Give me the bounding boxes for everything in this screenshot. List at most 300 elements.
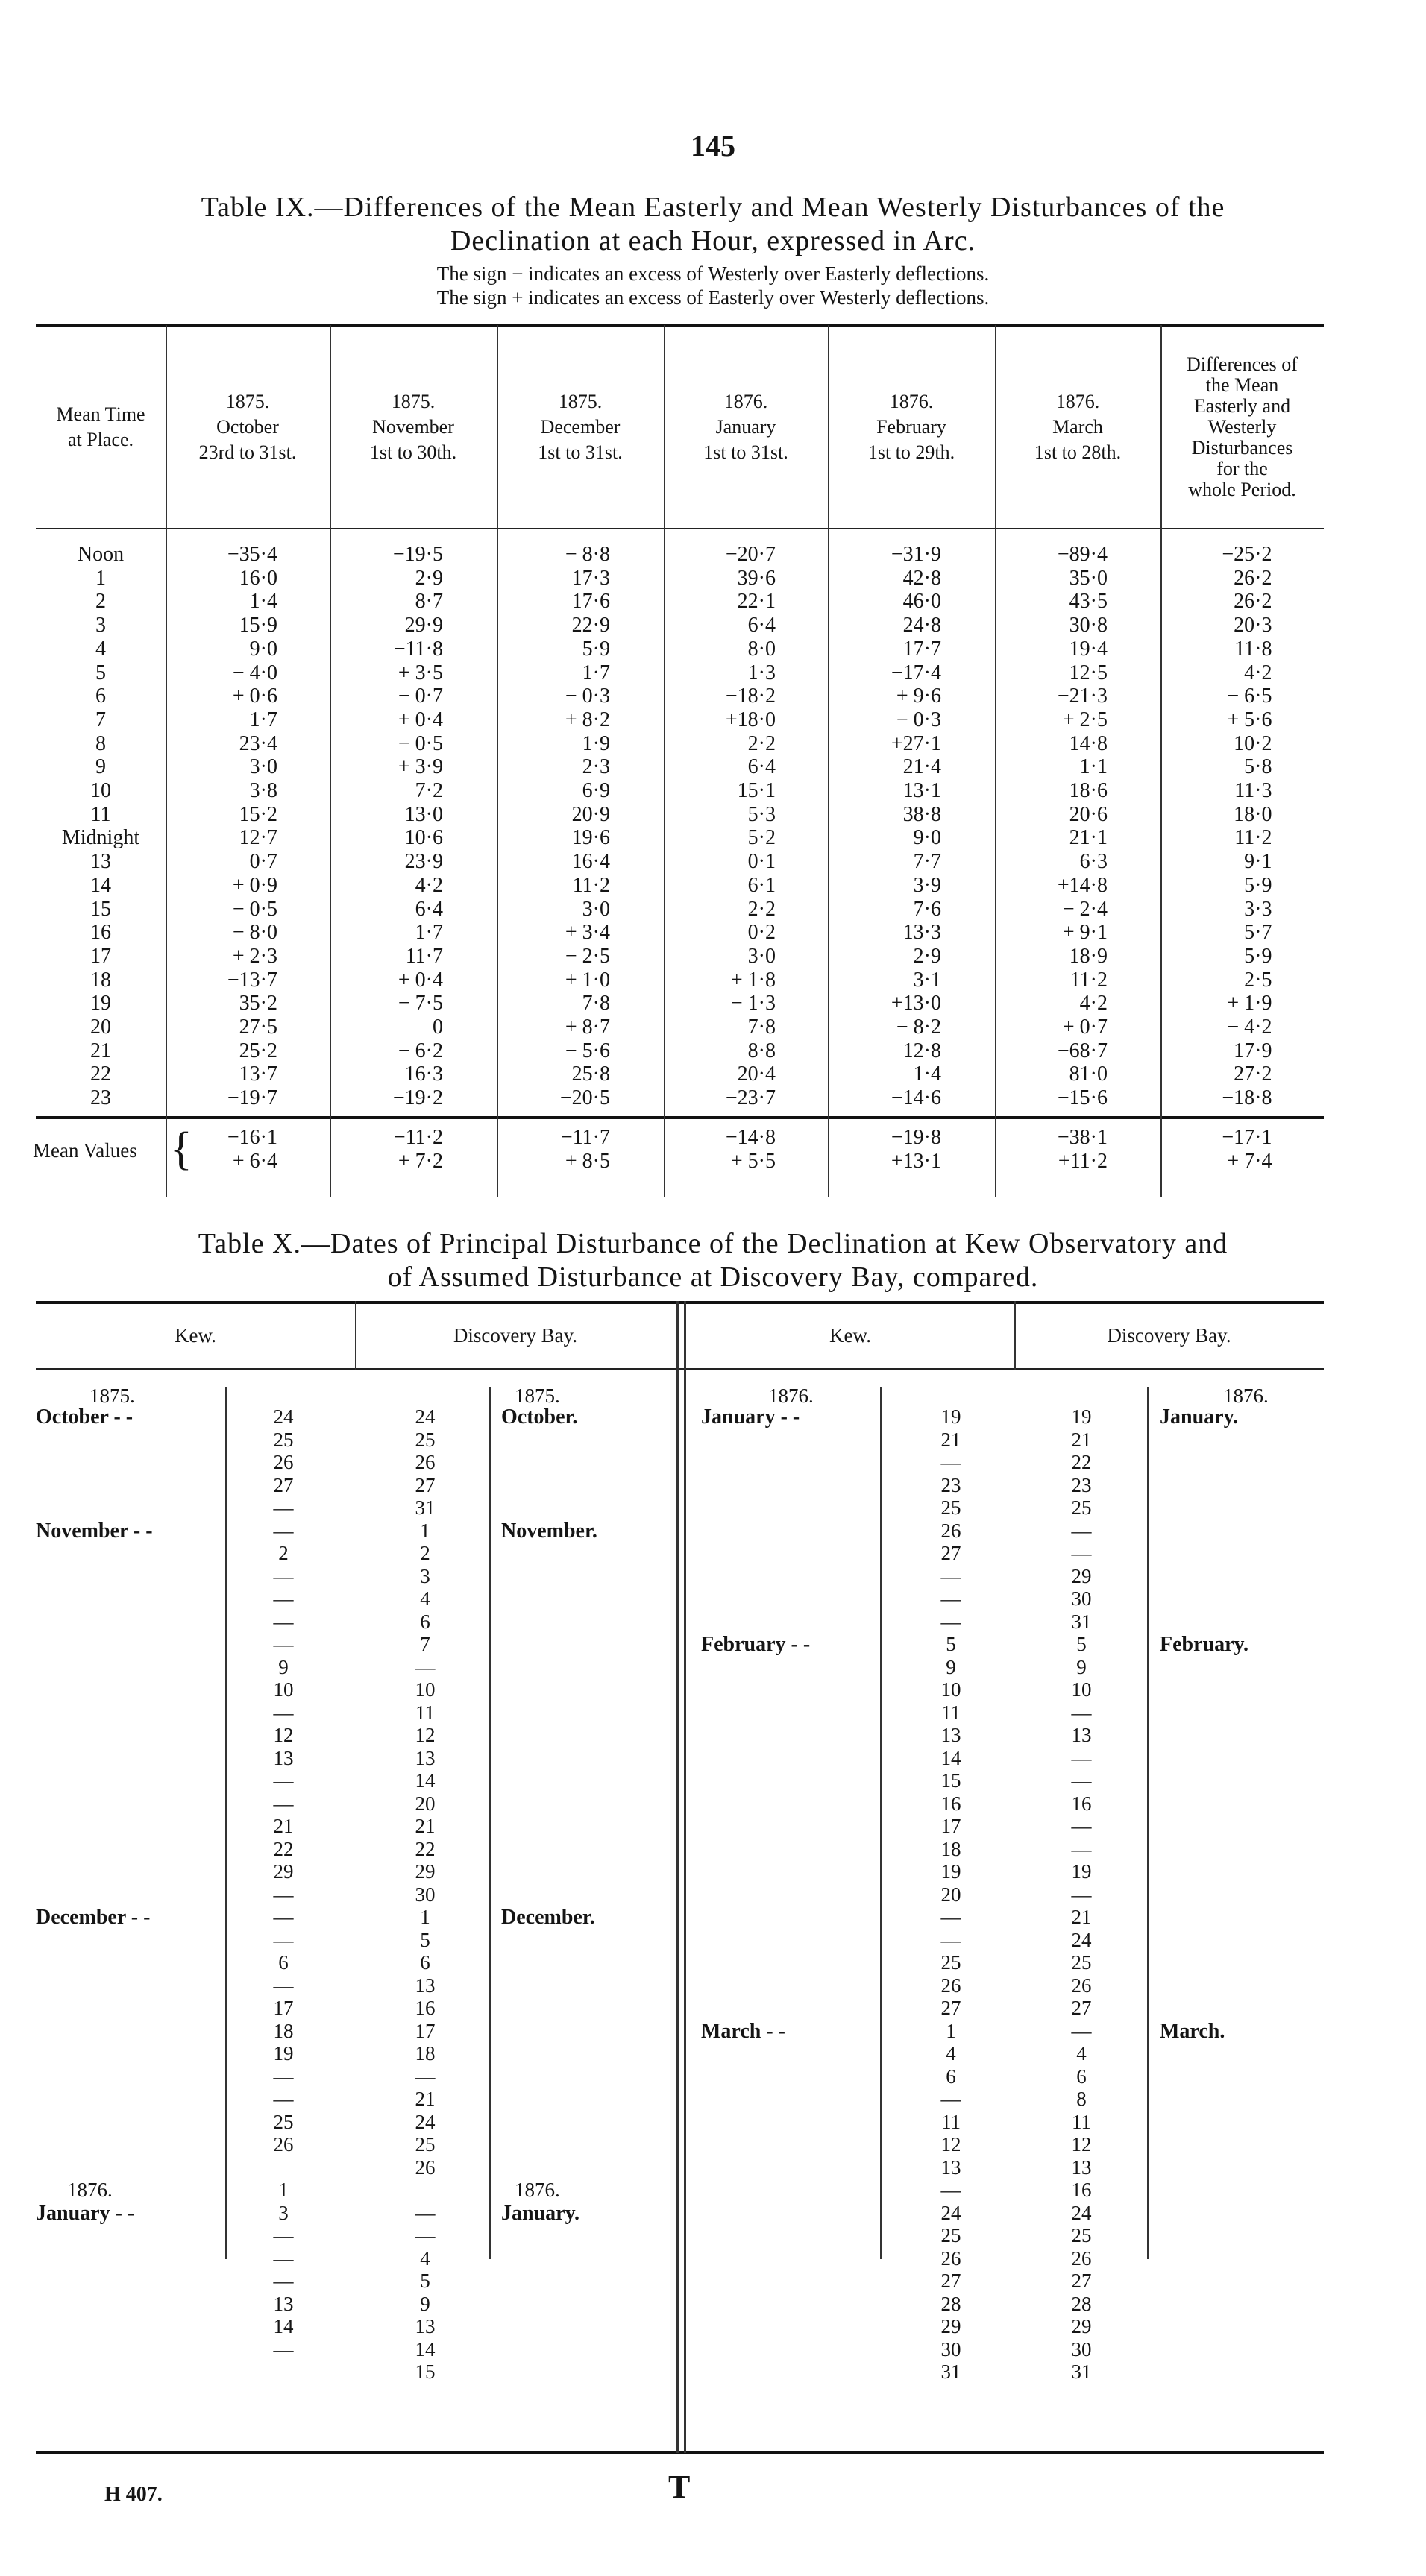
month-bay: December. (501, 1906, 595, 1929)
hour-label: 7 (95, 708, 106, 731)
header-line: 1st to 31st. (538, 441, 623, 463)
table-cell: 4·2 (1244, 661, 1272, 684)
table-cell: −20·7 (725, 543, 776, 566)
kew-date: 26 (273, 2133, 294, 2155)
bay-date: 5 (420, 2270, 430, 2292)
table-cell: 29·9 (404, 614, 443, 637)
kew-date: — (273, 1928, 294, 1951)
bay-date: 14 (415, 2337, 436, 2361)
bay-date: 5 (420, 1928, 430, 1951)
table-cell: 46·0 (902, 590, 941, 614)
table-cell: 3·9 (913, 873, 941, 897)
kew-date: — (273, 2246, 294, 2270)
mean-value: +11·2 (1058, 1150, 1108, 1173)
table-cell: 2·9 (913, 944, 941, 968)
bay-date: 7 (420, 1633, 430, 1655)
column-header (330, 389, 497, 465)
hour-label: 3 (95, 614, 106, 637)
month-kew: February - - (701, 1633, 811, 1656)
kew-date: — (940, 1610, 961, 1633)
hour-label: 18 (90, 968, 111, 992)
table-cell: + 0·9 (232, 873, 277, 897)
kew-date: 28 (940, 2292, 961, 2315)
column-header (828, 389, 995, 465)
kew-date: 27 (273, 1473, 294, 1496)
table-cell: 43·5 (1069, 590, 1108, 614)
footer-signature: H 407. (104, 2483, 163, 2506)
table-cell: + 1·0 (565, 968, 610, 992)
kew-date: 31 (940, 2361, 961, 2383)
table-cell: − 8·0 (232, 921, 277, 945)
table-cell: 18·0 (1234, 802, 1272, 826)
table-cell: 38·8 (902, 802, 941, 826)
kew-date: — (273, 2224, 294, 2246)
table-cell: 15·9 (239, 614, 277, 637)
mean-value: −38·1 (1057, 1126, 1108, 1149)
table-cell: + 5·6 (1227, 708, 1272, 731)
table-cell: 17·3 (571, 566, 610, 590)
kew-date: 19 (273, 2042, 294, 2065)
kew-date: 6 (946, 2065, 956, 2088)
bay-date: 13 (415, 2315, 436, 2337)
month-kew: December - - (36, 1906, 151, 1929)
mean-value: −11·7 (560, 1126, 610, 1149)
table-cell: 3·0 (582, 897, 610, 921)
kew-date: 4 (946, 2042, 956, 2065)
bay-date: 17 (415, 2019, 436, 2042)
table-cell: 7·6 (913, 897, 941, 921)
table-cell: + 8·2 (565, 708, 610, 731)
table-cell: −23·7 (725, 1086, 776, 1110)
table-cell: + 0·6 (232, 684, 277, 708)
bay-date: 21 (415, 2088, 436, 2110)
table-cell: + 2·3 (232, 944, 277, 968)
head-bay-left: Discovery Bay. (453, 1324, 578, 1347)
kew-date: 2 (278, 1542, 289, 1564)
table-cell: 0·2 (747, 921, 776, 945)
hour-label: 23 (90, 1086, 111, 1110)
column-divider (1014, 1301, 1016, 1370)
table-cell: 2·9 (415, 566, 443, 590)
table-cell: + 0·4 (398, 708, 443, 731)
hour-label: 22 (90, 1062, 111, 1086)
kew-date: — (273, 1974, 294, 1997)
table-cell: 1·1 (1079, 755, 1108, 779)
table-cell: 6·3 (1079, 850, 1108, 874)
month-kew: November - - (36, 1519, 153, 1543)
column-divider (1147, 1387, 1149, 2259)
center-divider (676, 1301, 679, 2453)
table-cell: − 8·8 (565, 543, 610, 566)
year-label: 1876. (67, 2179, 113, 2201)
bay-date: 27 (1071, 2270, 1092, 2292)
table-cell: 11·2 (572, 873, 610, 897)
table-cell: 18·9 (1069, 944, 1108, 968)
head-kew-right: Kew. (829, 1324, 871, 1347)
table-cell: − 6·5 (1227, 684, 1272, 708)
table-cell: + 1·9 (1227, 992, 1272, 1015)
table-cell: 7·2 (415, 779, 443, 802)
table-cell: 11·7 (405, 944, 443, 968)
bay-date: 4 (420, 2246, 430, 2270)
month-kew: October - - (36, 1405, 134, 1429)
kew-date: 9 (278, 1655, 289, 1678)
bay-date: 19 (1071, 1405, 1092, 1428)
year-label: 1876. (768, 1385, 814, 1407)
table-cell: 3·0 (747, 944, 776, 968)
table-cell: 12·7 (239, 826, 277, 850)
table-cell: − 2·5 (565, 944, 610, 968)
bay-date: 13 (415, 1746, 436, 1769)
kew-date: 10 (273, 1678, 294, 1701)
table-cell: 9·0 (249, 637, 277, 661)
mean-value: −11·2 (393, 1126, 443, 1149)
bay-date: 5 (1076, 1633, 1087, 1655)
bay-date: 31 (1071, 1610, 1092, 1633)
bay-date: 24 (1071, 2201, 1092, 2224)
table-cell: 22·1 (737, 590, 776, 614)
year-label: 1875. (89, 1385, 135, 1407)
bay-date: 27 (415, 1473, 436, 1496)
kew-date: 12 (940, 2133, 961, 2155)
bay-date: 13 (1071, 1724, 1092, 1746)
rule (36, 528, 1324, 529)
kew-date: — (273, 1769, 294, 1792)
table-cell: 81·0 (1069, 1062, 1108, 1086)
header-line: February (876, 415, 946, 438)
table-cell: 25·2 (239, 1039, 277, 1062)
table-cell: 1·9 (582, 731, 610, 755)
kew-date: 25 (273, 2110, 294, 2133)
header-line: December (540, 415, 621, 438)
table-cell: + 0·4 (398, 968, 443, 992)
table-cell: 17·7 (902, 637, 941, 661)
kew-date: 5 (946, 1633, 956, 1655)
header-line: 1876. (723, 390, 768, 412)
hour-label: 11 (90, 802, 111, 826)
column-header (497, 389, 664, 465)
bay-date: 16 (415, 1997, 436, 2019)
table-cell: 42·8 (902, 566, 941, 590)
table-cell: 23·4 (239, 731, 277, 755)
header-line: the Mean (1205, 374, 1279, 396)
table-cell: 11·2 (1070, 968, 1108, 992)
column-header (166, 389, 330, 465)
bay-date: 22 (1071, 1451, 1092, 1473)
table-cell: 25·8 (571, 1062, 610, 1086)
table-cell: 7·8 (582, 992, 610, 1015)
table-cell: + 9·6 (896, 684, 941, 708)
month-bay: October. (501, 1405, 578, 1429)
table-cell: 2·5 (1244, 968, 1272, 992)
table-cell: 39·6 (737, 566, 776, 590)
header-line: 1875. (558, 390, 603, 412)
kew-date: 16 (940, 1792, 961, 1815)
table-cell: 9·1 (1244, 850, 1272, 874)
header-line: January (715, 415, 776, 438)
table-cell: 3·0 (249, 755, 277, 779)
year-label: 1876. (515, 2179, 560, 2201)
table-cell: 20·9 (571, 802, 610, 826)
page-number: 145 (691, 129, 735, 163)
table-cell: 24·8 (902, 614, 941, 637)
table-cell: 10·2 (1234, 731, 1272, 755)
bay-date: — (1071, 1815, 1092, 1837)
bay-date: 19 (1071, 1860, 1092, 1883)
table-cell: 11·2 (1234, 826, 1272, 850)
table-cell: 5·9 (1244, 873, 1272, 897)
table-cell: 8·0 (747, 637, 776, 661)
kew-date: — (940, 1587, 961, 1610)
bay-date: 12 (415, 1724, 436, 1746)
hour-label: 1 (95, 566, 106, 590)
bay-date: 8 (1076, 2088, 1087, 2110)
kew-date: 17 (273, 1997, 294, 2019)
kew-date: — (273, 1519, 294, 1542)
table-cell: + 1·8 (730, 968, 776, 992)
bay-date: 28 (1071, 2292, 1092, 2315)
table-cell: 16·3 (404, 1062, 443, 1086)
bay-date: 31 (415, 1496, 436, 1519)
kew-date: 1 (278, 2179, 289, 2201)
table-cell: 2·2 (747, 897, 776, 921)
table-cell: −17·4 (891, 661, 941, 684)
bay-date: 25 (1071, 1951, 1092, 1974)
mean-value: + 7·4 (1227, 1150, 1272, 1173)
month-bay: January. (501, 2201, 580, 2225)
bay-date: 22 (415, 1837, 436, 1860)
table-cell: −15·6 (1057, 1086, 1108, 1110)
header-line: 1875. (391, 390, 436, 412)
table-cell: 13·7 (239, 1062, 277, 1086)
header-line: 1st to 30th. (369, 441, 457, 463)
table-cell: 12·8 (902, 1039, 941, 1062)
bay-date: 20 (415, 1792, 436, 1815)
table-cell: 1·4 (249, 590, 277, 614)
bay-date: — (1071, 1837, 1092, 1860)
bay-date: — (1071, 1746, 1092, 1769)
head-bay-right: Discovery Bay. (1107, 1324, 1231, 1347)
hour-label: 8 (95, 731, 106, 755)
kew-date: 13 (273, 1746, 294, 1769)
kew-date: 29 (273, 1860, 294, 1883)
bay-date: 21 (415, 1815, 436, 1837)
kew-date: 19 (940, 1405, 961, 1428)
table-cell: 13·3 (902, 921, 941, 945)
table-cell: − 0·5 (232, 897, 277, 921)
table-cell: 16·4 (571, 850, 610, 874)
table-cell: 5·2 (747, 826, 776, 850)
kew-date: 11 (941, 1701, 961, 1724)
header-line: Westerly (1207, 415, 1277, 438)
table-cell: 4·2 (1079, 992, 1108, 1015)
mean-value: −16·1 (227, 1126, 277, 1149)
table-cell: 8·8 (747, 1039, 776, 1062)
kew-date: 23 (940, 1473, 961, 1496)
table-cell: − 0·7 (398, 684, 443, 708)
table-cell: 4·2 (415, 873, 443, 897)
hour-label: 5 (95, 661, 106, 684)
bay-date: 24 (1071, 1928, 1092, 1951)
kew-date: 25 (940, 2224, 961, 2246)
table-cell: 35·0 (1069, 566, 1108, 590)
table-cell: −13·7 (227, 968, 277, 992)
hour-label: 15 (90, 897, 111, 921)
bay-date: 3 (420, 1564, 430, 1587)
kew-date: 15 (940, 1769, 961, 1792)
table-cell: 11·3 (1234, 779, 1272, 802)
kew-date: — (273, 1792, 294, 1815)
kew-date: 24 (273, 1405, 294, 1428)
table-cell: + 8·7 (565, 1015, 610, 1039)
header-line: 1st to 28th. (1034, 441, 1122, 463)
mean-value: + 6·4 (232, 1150, 277, 1173)
kew-date: — (940, 1451, 961, 1473)
table-cell: +13·0 (891, 992, 941, 1015)
bay-date: — (415, 2065, 436, 2088)
month-bay: January. (1160, 1405, 1239, 1429)
mean-values-label: Mean Values (33, 1139, 137, 1162)
kew-date: 25 (940, 1951, 961, 1974)
table-cell: + 3·9 (398, 755, 443, 779)
header-line: March (1052, 415, 1103, 438)
table-cell: 27·2 (1234, 1062, 1272, 1086)
kew-date: 19 (940, 1860, 961, 1883)
table-cell: 17·9 (1234, 1039, 1272, 1062)
kew-date: — (273, 1883, 294, 1906)
table-cell: 3·3 (1244, 897, 1272, 921)
bay-date: 29 (415, 1860, 436, 1883)
kew-date: 24 (940, 2201, 961, 2224)
column-header (664, 389, 828, 465)
table-cell: 1·3 (747, 661, 776, 684)
kew-date: 14 (940, 1746, 961, 1769)
bay-date: 24 (415, 1405, 436, 1428)
bay-date: 13 (415, 1974, 436, 1997)
kew-date: — (273, 2065, 294, 2088)
brace: { (170, 1124, 192, 1174)
table-cell: 19·6 (571, 826, 610, 850)
table-cell: − 0·5 (398, 731, 443, 755)
table-cell: + 9·1 (1062, 921, 1108, 945)
kew-date: 6 (278, 1951, 289, 1974)
header-line: 1st to 31st. (703, 441, 788, 463)
table-cell: 13·0 (404, 802, 443, 826)
bay-date: 26 (415, 1451, 436, 1473)
kew-date: 18 (273, 2019, 294, 2042)
column-header (36, 402, 166, 453)
hour-label: 9 (95, 755, 106, 779)
bay-date: — (1071, 1519, 1092, 1542)
column-divider (489, 1387, 491, 2259)
table-cell: 6·4 (747, 614, 776, 637)
table-cell: −19·5 (392, 543, 443, 566)
header-line: 23rd to 31st. (198, 441, 297, 463)
table-cell: 17·6 (571, 590, 610, 614)
table-cell: + 3·5 (398, 661, 443, 684)
bay-date: 9 (1076, 1655, 1087, 1678)
column-divider (880, 1387, 882, 2259)
table-cell: + 0·7 (1062, 1015, 1108, 1039)
hour-label: 16 (90, 921, 111, 945)
bay-date: 14 (415, 1769, 436, 1792)
kew-date: 25 (940, 1496, 961, 1519)
table-cell: − 5·6 (565, 1039, 610, 1062)
kew-date: — (273, 2270, 294, 2292)
table9-title-line2: Declination at each Hour, expressed in Arc. (450, 225, 976, 256)
bay-date: 1 (420, 1906, 430, 1928)
table-cell: −31·9 (891, 543, 941, 566)
column-header (995, 389, 1160, 465)
kew-date: 26 (940, 2246, 961, 2270)
bay-date: — (415, 2201, 436, 2224)
table10-title-line2: of Assumed Disturbance at Discovery Bay, compared. (387, 1262, 1039, 1293)
table-cell: 20·3 (1234, 614, 1272, 637)
bay-date: 25 (1071, 1496, 1092, 1519)
header-line: whole Period. (1188, 478, 1296, 500)
table-cell: 18·6 (1069, 779, 1108, 802)
header-line: 1st to 29th. (867, 441, 955, 463)
kew-date: — (273, 2337, 294, 2361)
table-cell: −14·6 (891, 1086, 941, 1110)
table-cell: 6·1 (747, 873, 776, 897)
table-cell: 35·2 (239, 992, 277, 1015)
bay-date: 25 (415, 1428, 436, 1451)
mean-value: + 8·5 (565, 1150, 610, 1173)
kew-date: 26 (273, 1451, 294, 1473)
month-bay: November. (501, 1519, 597, 1543)
kew-date: 27 (940, 2270, 961, 2292)
month-kew: January - - (36, 2201, 135, 2225)
year-label: 1876. (1223, 1385, 1269, 1407)
table-cell: 23·9 (404, 850, 443, 874)
table-cell: 6·4 (747, 755, 776, 779)
table10-title-line1: Table X.—Dates of Principal Disturbance of the Declination at Kew Observatory and (198, 1228, 1228, 1259)
table-cell: − 0·3 (896, 708, 941, 731)
table-cell: −25·2 (1222, 543, 1272, 566)
kew-date: 26 (940, 1974, 961, 1997)
table-cell: 3·1 (913, 968, 941, 992)
table-cell: 8·7 (415, 590, 443, 614)
kew-date: 13 (940, 1724, 961, 1746)
bay-date: 24 (415, 2110, 436, 2133)
table-cell: 20·6 (1069, 802, 1108, 826)
table-cell: 6·4 (415, 897, 443, 921)
bay-date: 2 (420, 1542, 430, 1564)
bay-date: 11 (415, 1701, 435, 1724)
table-cell: − 0·3 (565, 684, 610, 708)
header-line: at Place. (67, 428, 134, 450)
kew-date: — (940, 1906, 961, 1928)
kew-date: 20 (940, 1883, 961, 1906)
bay-date: 18 (415, 2042, 436, 2065)
bay-date: — (1071, 1883, 1092, 1906)
footer-signature-letter: T (668, 2469, 691, 2505)
bay-date: 6 (420, 1951, 430, 1974)
header-line: Easterly and (1193, 394, 1291, 417)
kew-date: 22 (273, 1837, 294, 1860)
table-cell: −11·8 (393, 637, 443, 661)
kew-date: — (940, 1928, 961, 1951)
bay-date: 23 (1071, 1473, 1092, 1496)
table-cell: 11·8 (1234, 637, 1272, 661)
table-cell: 12·5 (1069, 661, 1108, 684)
bay-date: 25 (1071, 2224, 1092, 2246)
bay-date: 13 (1071, 2155, 1092, 2179)
kew-date: — (273, 1610, 294, 1633)
hour-label: Midnight (61, 826, 140, 850)
table-cell: −89·4 (1057, 543, 1108, 566)
